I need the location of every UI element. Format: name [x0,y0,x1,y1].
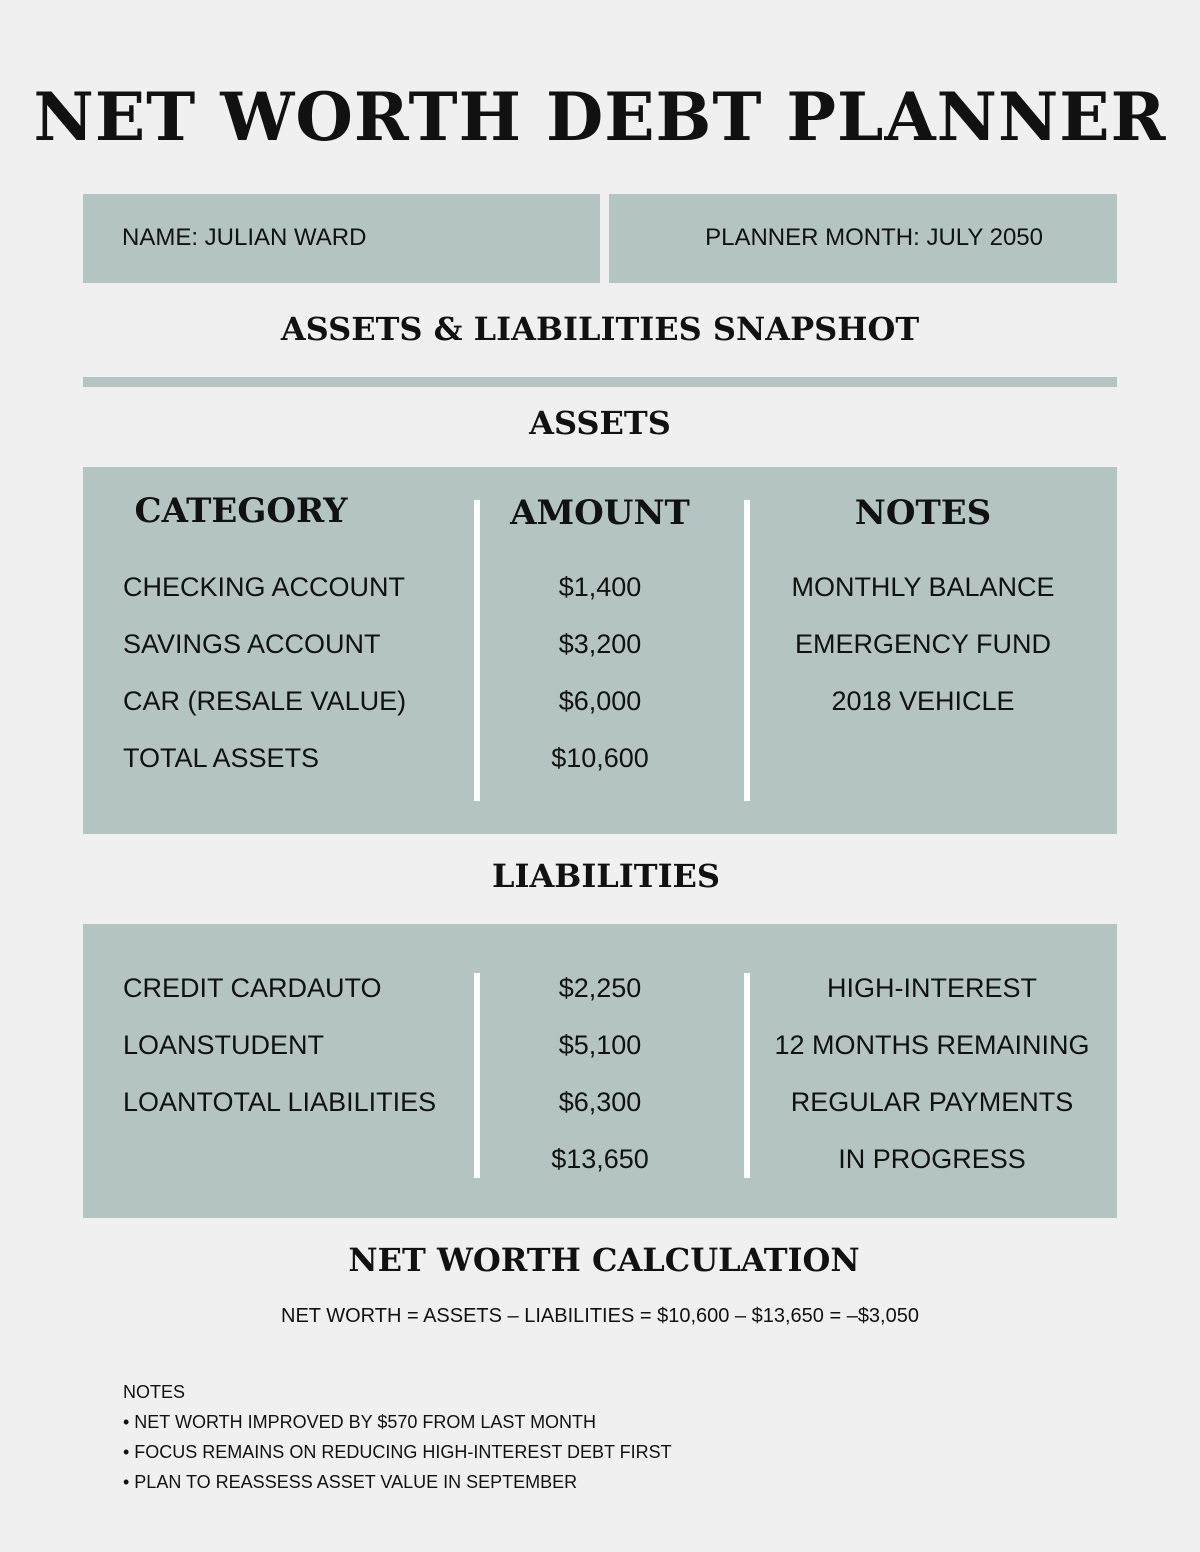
asset-total-amount: $10,600 [551,743,649,773]
asset-category: CHECKING ACCOUNT [123,572,406,602]
name-box [83,194,600,283]
asset-note: MONTHLY BALANCE [791,572,1055,602]
note-item: • FOCUS REMAINS ON REDUCING HIGH-INTEREST DEBT FIRST [123,1442,672,1462]
header-category: CATEGORY [134,491,348,531]
net-worth-formula: NET WORTH = ASSETS – LIABILITIES = $10,600 – $13,650 = –$3,050 [281,1305,919,1327]
snapshot-title: ASSETS & LIABILITIES SNAPSHOT [280,310,920,348]
assets-table [83,467,1117,834]
liability-total-amount: $13,650 [551,1144,649,1174]
liability-note: IN PROGRESS [838,1144,1026,1174]
liability-amount: $5,100 [558,1030,642,1060]
asset-amount: $6,000 [558,686,642,716]
liability-category: LOANSTUDENT [123,1030,325,1060]
liability-amount: $6,300 [558,1087,642,1117]
liability-note: 12 MONTHS REMAINING [774,1030,1090,1060]
liability-category: LOANTOTAL LIABILITIES [123,1087,437,1117]
planner-month-field: PLANNER MONTH: JULY 2050 [705,224,1043,251]
asset-note: EMERGENCY FUND [794,629,1052,659]
liability-amount: $2,250 [558,973,642,1003]
liability-category: CREDIT CARDAUTO [123,973,382,1003]
name-field: NAME: JULIAN WARD [122,224,367,251]
asset-amount: $3,200 [558,629,642,659]
liability-note: REGULAR PAYMENTS [790,1087,1074,1117]
page-title: NET WORTH DEBT PLANNER [33,78,1167,156]
header-notes: NOTES [854,493,992,533]
liabilities-title: LIABILITIES [491,857,721,895]
section-divider-bar [83,377,1117,387]
asset-total-label: TOTAL ASSETS [123,743,320,773]
note-item: • NET WORTH IMPROVED BY $570 FROM LAST MONTH [123,1412,597,1432]
liabilities-table [83,924,1117,1218]
column-divider [744,500,750,801]
asset-amount: $1,400 [558,572,642,602]
assets-title: ASSETS [529,404,671,442]
net-worth-title: NET WORTH CALCULATION [348,1241,860,1279]
asset-category: CAR (RESALE VALUE) [123,686,407,716]
note-item: • PLAN TO REASSESS ASSET VALUE IN SEPTEMBER [123,1472,578,1492]
asset-note: 2018 VEHICLE [831,686,1015,716]
liability-note: HIGH-INTEREST [826,973,1037,1003]
month-box [609,194,1117,283]
asset-category: SAVINGS ACCOUNT [123,629,381,659]
notes-heading: NOTES [123,1382,186,1402]
header-amount: AMOUNT [510,493,690,533]
column-divider [744,973,750,1178]
